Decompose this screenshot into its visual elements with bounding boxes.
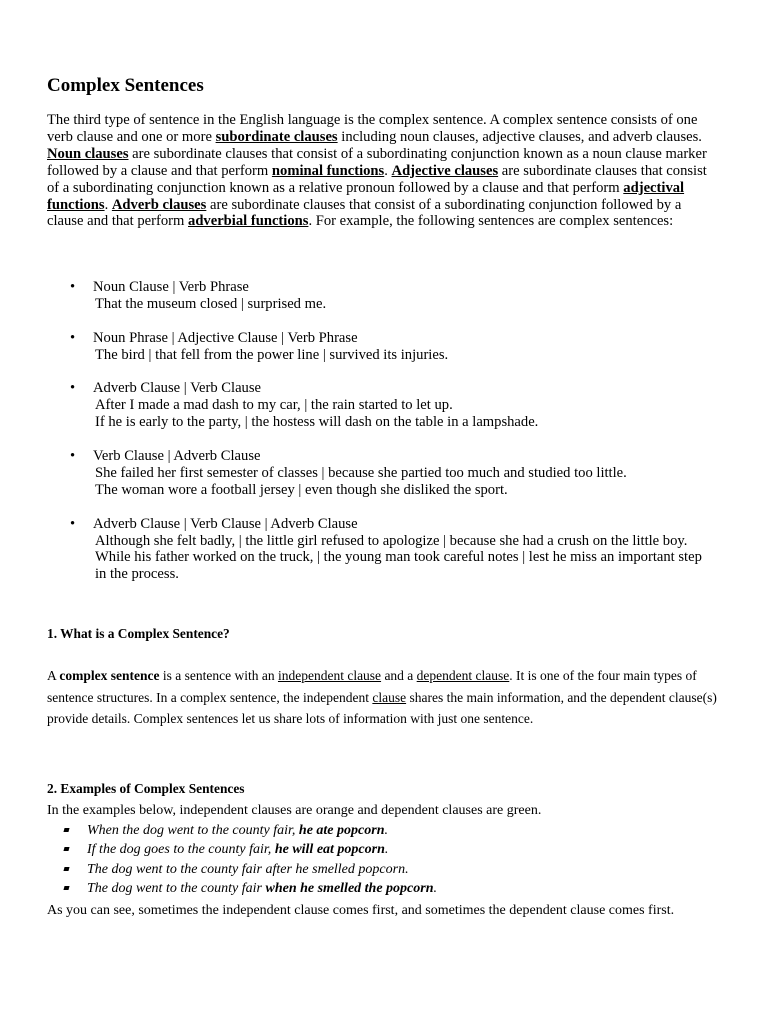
list-item bbox=[47, 860, 437, 879]
page-title: Complex Sentences bbox=[47, 75, 204, 96]
square-bullet-icon bbox=[63, 867, 69, 871]
list-item bbox=[47, 448, 727, 499]
intro-text: . bbox=[384, 162, 392, 179]
example-text: If the dog goes to the county fair, bbox=[87, 842, 275, 858]
example-sentence: After I made a mad dash to my car, | the rain started to let up. bbox=[95, 397, 453, 414]
term-adverbial-functions: adverbial functions bbox=[188, 213, 309, 230]
bullet-icon: • bbox=[70, 329, 76, 346]
term-nominal-functions: nominal functions bbox=[271, 162, 385, 179]
intro-text: The third type of sentence in the English language is the complex sentence. A complex sentence consists of one verb clause and one or more bbox=[47, 112, 698, 145]
intro-paragraph bbox=[47, 112, 719, 230]
square-bullet-icon bbox=[63, 847, 69, 851]
term-complex-sentence: complex sentence bbox=[59, 668, 160, 683]
intro-text: are subordinate clauses that consist of a subordinating conjunction known as a relative pronoun followed by a clause and that perform bbox=[47, 162, 707, 196]
clause-pattern: Verb Clause | Adverb Clause bbox=[93, 448, 261, 465]
example-sentence: She failed her first semester of classes | because she partied too much and studied too little. bbox=[95, 464, 627, 481]
example-sentence: Although she felt badly, | the little girl refused to apologize | because she had a crush on the little boy. bbox=[95, 532, 688, 549]
paragraph-text: A bbox=[47, 668, 60, 683]
examples-intro: In the examples below, independent clauses are orange and dependent clauses are green. bbox=[47, 803, 542, 818]
link-independent-clause[interactable]: independent clause bbox=[277, 668, 382, 683]
list-item bbox=[47, 380, 727, 431]
paragraph-text: . It is one of the four main types of sentence structures. In a complex sentence, the independent bbox=[47, 668, 697, 705]
example-sentence: The bird | that fell from the power line | survived its injuries. bbox=[95, 346, 449, 363]
intro-text: are subordinate clauses that consist of a subordinating conjunction known as a noun clause marker followed by a clause and that perform bbox=[47, 145, 707, 179]
bullet-icon: • bbox=[70, 448, 76, 465]
example-dependent-clause: when he smelled the popcorn bbox=[265, 880, 434, 896]
example-list bbox=[47, 821, 437, 898]
paragraph-text: and a bbox=[381, 668, 417, 683]
example-independent-clause: he ate popcorn bbox=[298, 823, 385, 838]
term-adjectival-functions: adjectival functions bbox=[47, 179, 685, 213]
term-adjective-clauses: Adjective clauses bbox=[391, 162, 499, 179]
closing-paragraph: As you can see, sometimes the independent clause comes first, and sometimes the dependent clause comes first. bbox=[47, 903, 675, 918]
square-bullet-icon bbox=[63, 886, 69, 890]
intro-text: . For example, the following sentences are complex sentences: bbox=[308, 213, 674, 230]
example-text: . bbox=[384, 842, 389, 858]
example-sentence: If he is early to the party, | the hostess will dash on the table in a lampshade. bbox=[95, 414, 539, 431]
intro-text: are subordinate clauses that consist of a subordinating conjunction followed by a clause and that perform bbox=[47, 196, 682, 230]
list-item bbox=[47, 516, 727, 584]
example-text: . bbox=[433, 880, 437, 896]
link-dependent-clause[interactable]: dependent clause bbox=[416, 668, 510, 683]
clause-pattern: Adverb Clause | Verb Clause | Adverb Clause bbox=[93, 515, 358, 532]
clause-pattern-list bbox=[47, 279, 727, 600]
term-noun-clauses: Noun clauses bbox=[47, 145, 129, 162]
section-heading-examples: 2. Examples of Complex Sentences bbox=[47, 781, 245, 796]
term-subordinate-clauses: subordinate clauses bbox=[215, 128, 338, 145]
square-bullet-icon bbox=[63, 828, 69, 832]
example-sentence: That the museum closed | surprised me. bbox=[95, 295, 327, 312]
example-sentence: The woman wore a football jersey | even though she disliked the sport. bbox=[95, 481, 508, 498]
section-heading-what-is: 1. What is a Complex Sentence? bbox=[47, 626, 230, 641]
paragraph-text: is a sentence with an bbox=[159, 668, 278, 683]
list-item bbox=[47, 279, 727, 313]
example-text: . bbox=[384, 823, 388, 838]
term-adverb-clauses: Adverb clauses bbox=[111, 196, 207, 213]
clause-pattern: Adverb Clause | Verb Clause bbox=[93, 380, 262, 397]
bullet-icon: • bbox=[70, 515, 76, 532]
link-clause[interactable]: clause bbox=[372, 689, 407, 705]
bullet-icon: • bbox=[70, 279, 76, 295]
example-text: The dog went to the county fair bbox=[87, 880, 266, 896]
bullet-icon: • bbox=[70, 380, 76, 397]
clause-pattern: Noun Phrase | Adjective Clause | Verb Phrase bbox=[93, 329, 358, 346]
list-item bbox=[47, 821, 437, 840]
intro-text: . bbox=[104, 196, 112, 213]
list-item bbox=[47, 879, 437, 898]
example-text: When the dog went to the county fair, bbox=[87, 823, 299, 838]
list-item bbox=[47, 330, 727, 364]
clause-pattern: Noun Clause | Verb Phrase bbox=[93, 279, 249, 295]
list-item bbox=[47, 840, 437, 859]
example-text: The dog went to the county fair after he smelled popcorn. bbox=[87, 861, 409, 877]
intro-text: including noun clauses, adjective clauses, and adverb clauses. bbox=[337, 128, 702, 145]
example-sentence: While his father worked on the truck, | the young man took careful notes | lest he miss an important step in the process. bbox=[95, 549, 702, 583]
example-independent-clause: he will eat popcorn bbox=[274, 842, 385, 858]
paragraph-text: shares the main information, and the dependent clause(s) provide details. Complex sentences let us share lots of information with just one sentence. bbox=[47, 689, 717, 727]
definition-paragraph bbox=[47, 665, 727, 730]
